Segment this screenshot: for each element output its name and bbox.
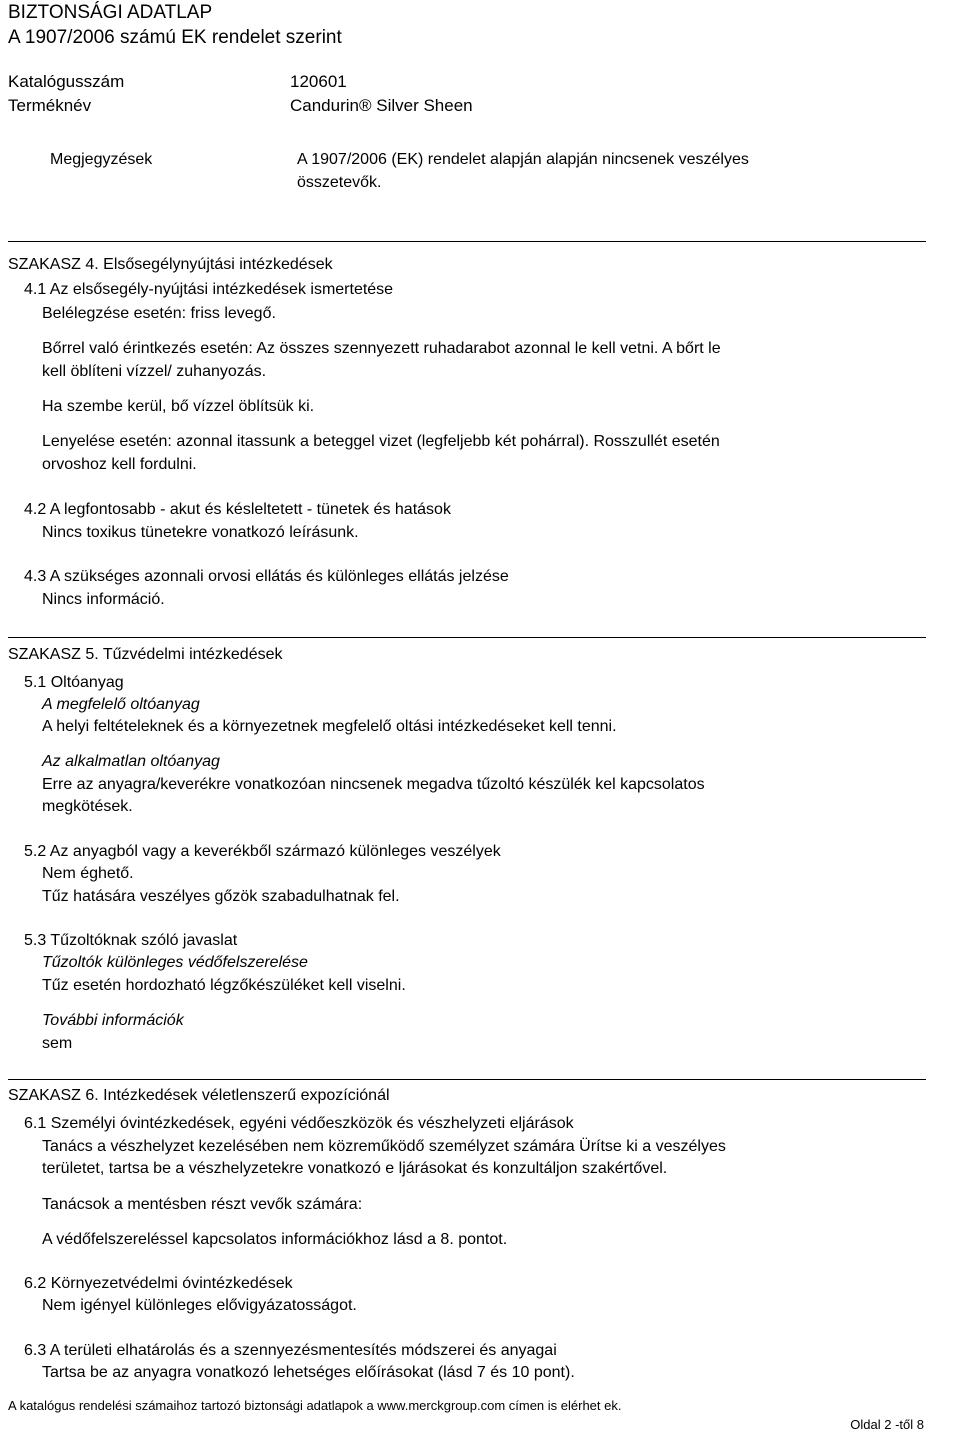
subsection-4-3-heading: 4.3 A szükséges azonnali orvosi ellátás és különleges ellátás jelzése xyxy=(24,568,509,585)
section-6-title: SZAKASZ 6. Intézkedések véletlenszerű expozíciónál xyxy=(8,1087,390,1104)
document-subtitle: A 1907/2006 számú EK rendelet szerint xyxy=(8,27,342,48)
text-line: orvoshoz kell fordulni. xyxy=(42,456,197,473)
subheading-italic: További információk xyxy=(42,1012,184,1029)
text-line: Belélegzése esetén: friss levegő. xyxy=(42,305,276,322)
text-line: A védőfelszereléssel kapcsolatos információkhoz lásd a 8. pontot. xyxy=(42,1231,508,1248)
subheading-italic: Az alkalmatlan oltóanyag xyxy=(42,753,220,770)
text-line: Bőrrel való érintkezés esetén: Az összes szennyezett ruhadarabot azonnal le kell vetni. A bőrt le xyxy=(42,340,721,357)
text-line: kell öblíteni vízzel/ zuhanyozás. xyxy=(42,363,267,380)
subheading-italic: Tűzoltók különleges védőfelszerelése xyxy=(42,954,308,971)
text-line: Erre az anyagra/keverékre vonatkozóan nincsenek megadva tűzoltó készülék kel kapcsolatos xyxy=(42,776,705,793)
text-line: Nincs toxikus tünetekre vonatkozó leírásunk. xyxy=(42,524,359,541)
document-title: BIZTONSÁGI ADATLAP xyxy=(8,2,213,23)
text-line: Nincs információ. xyxy=(42,591,165,608)
note-line: A 1907/2006 (EK) rendelet alapján alapján nincsenek veszélyes xyxy=(297,151,749,168)
text-line: megkötések. xyxy=(42,798,133,815)
product-label: Terméknév xyxy=(8,96,92,115)
text-line: területet, tartsa be a vészhelyzetekre vonatkozó e ljárásokat és konzultáljon szakértővel. xyxy=(42,1160,668,1177)
text-line: Tűz hatására veszélyes gőzök szabadulhatnak fel. xyxy=(42,888,400,905)
section-divider xyxy=(8,637,926,638)
section-divider xyxy=(8,241,926,242)
text-line: A helyi feltételeknek és a környezetnek megfelelő oltási intézkedéseket kell tenni. xyxy=(42,718,617,735)
footer-text: A katalógus rendelési számaihoz tartozó biztonsági adatlapok a www.merckgroup.com címen is elérhet ek. xyxy=(8,1398,622,1413)
subsection-4-2-heading: 4.2 A legfontosabb - akut és késleltetett - tünetek és hatások xyxy=(24,501,451,518)
text-line: Nem éghető. xyxy=(42,865,134,882)
subheading-italic: A megfelelő oltóanyag xyxy=(42,696,200,713)
text-line: Tanácsok a mentésben részt vevők számára: xyxy=(42,1196,363,1213)
section-divider xyxy=(8,1079,926,1080)
note-label: Megjegyzések xyxy=(50,151,153,168)
subsection-6-3-heading: 6.3 A területi elhatárolás és a szennyezésmentesítés módszerei és anyagai xyxy=(24,1342,557,1359)
note-line: összetevők. xyxy=(297,174,382,191)
product-value: Candurin® Silver Sheen xyxy=(290,96,473,115)
section-4-title: SZAKASZ 4. Elsősegélynyújtási intézkedések xyxy=(8,256,333,273)
subsection-5-2-heading: 5.2 Az anyagból vagy a keverékből származó különleges veszélyek xyxy=(24,843,501,860)
text-line: Lenyelése esetén: azonnal itassunk a beteggel vizet (legfeljebb két pohárral). Rosszullét esetén xyxy=(42,433,720,450)
text-line: Ha szembe kerül, bő vízzel öblítsük ki. xyxy=(42,398,315,415)
text-line: Tűz esetén hordozható légzőkészüléket kell viselni. xyxy=(42,977,406,994)
page-number: Oldal 2 -től 8 xyxy=(850,1417,924,1432)
subsection-5-1-heading: 5.1 Oltóanyag xyxy=(24,674,124,691)
subsection-4-1-heading: 4.1 Az elsősegély-nyújtási intézkedések ismertetése xyxy=(24,281,394,298)
subsection-6-1-heading: 6.1 Személyi óvintézkedések, egyéni védőeszközök és vészhelyzeti eljárások xyxy=(24,1115,574,1132)
text-line: Tanács a vészhelyzet kezelésében nem közreműködő személyzet számára Ürítse ki a veszélyes xyxy=(42,1138,726,1155)
catalog-value: 120601 xyxy=(290,72,347,91)
text-line: Tartsa be az anyagra vonatkozó lehetséges előírásokat (lásd 7 és 10 pont). xyxy=(42,1364,575,1381)
subsection-6-2-heading: 6.2 Környezetvédelmi óvintézkedések xyxy=(24,1275,293,1292)
section-5-title: SZAKASZ 5. Tűzvédelmi intézkedések xyxy=(8,646,283,663)
catalog-label: Katalógusszám xyxy=(8,72,125,91)
subsection-5-3-heading: 5.3 Tűzoltóknak szóló javaslat xyxy=(24,932,238,949)
text-line: sem xyxy=(42,1035,73,1052)
text-line: Nem igényel különleges elővigyázatosságot. xyxy=(42,1297,357,1314)
